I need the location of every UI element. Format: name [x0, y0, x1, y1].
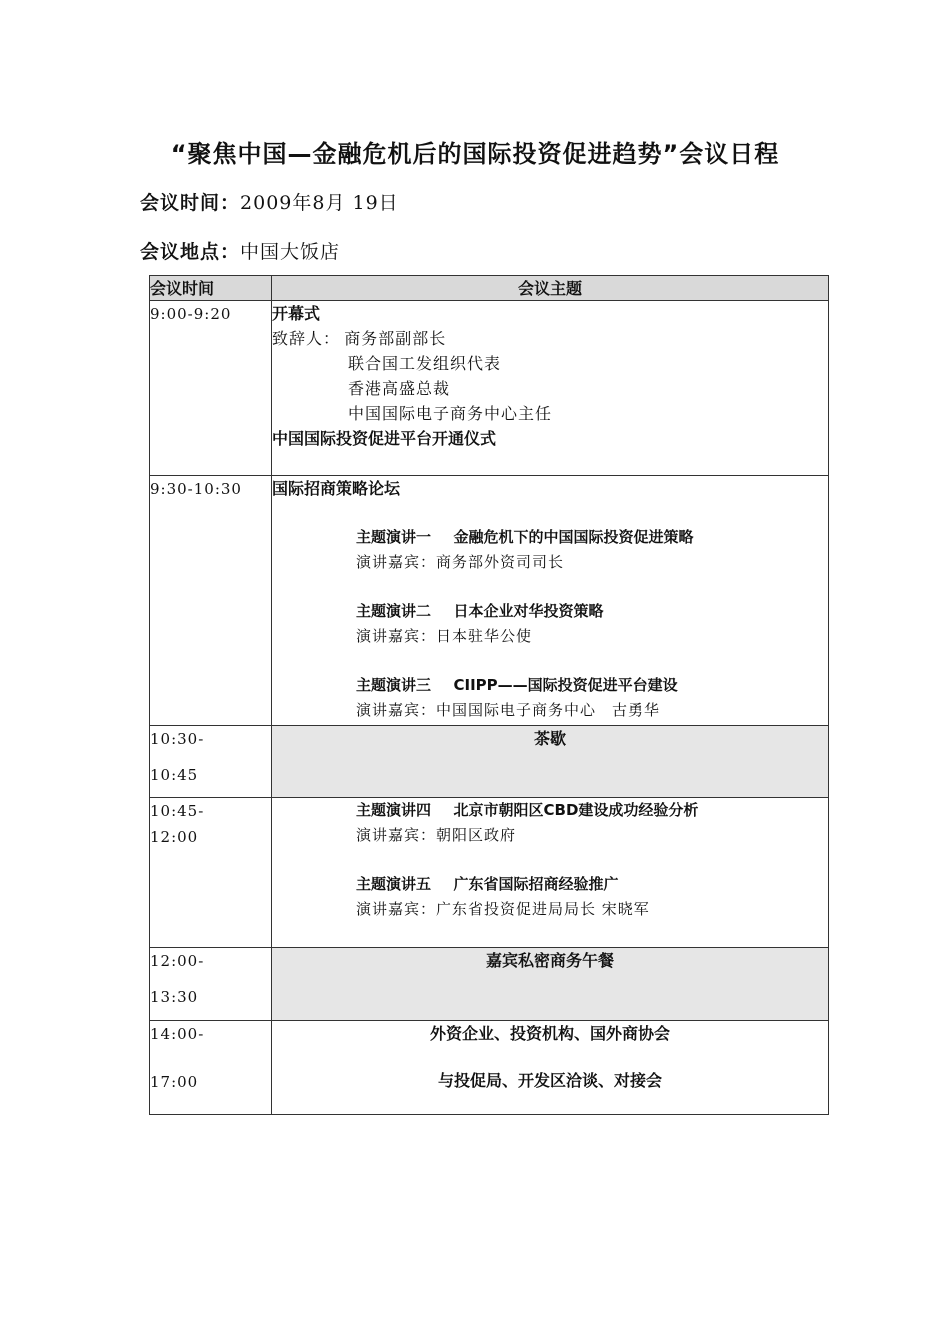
time-start: 10:45- — [150, 802, 205, 820]
tea-break: 茶歇 — [272, 726, 829, 798]
speaker: 中国国际电子商务中心主任 — [348, 404, 553, 423]
header-time: 会议时间 — [150, 276, 272, 301]
talk-label: 主题演讲二 — [356, 602, 432, 620]
row-topic — [272, 798, 829, 948]
talk-guest: 演讲嘉宾：中国国际电子商务中心 古勇华 — [356, 701, 661, 719]
time-end: 10:45 — [150, 766, 199, 784]
table-row — [150, 1021, 829, 1115]
meeting-time-label: 会议时间： — [140, 192, 241, 214]
meeting-place-value: 中国大饭店 — [240, 241, 341, 263]
table-header-row — [150, 276, 829, 301]
talk-guest: 演讲嘉宾：广东省投资促进局局长 宋晓军 — [356, 900, 650, 918]
row-time — [150, 726, 272, 798]
time-start: 14:00- — [150, 1025, 205, 1043]
talk-topic: 北京市朝阳区CBD建设成功经验分析 — [453, 801, 699, 819]
meeting-place — [140, 237, 340, 264]
row-time — [150, 301, 272, 476]
time-text: 9:30-10:30 — [150, 480, 242, 498]
time-end: 12:00 — [150, 828, 199, 846]
talk-label: 主题演讲四 — [356, 801, 432, 819]
meeting-time-value: 2009年8月 19日 — [240, 192, 399, 214]
row-topic — [272, 1021, 829, 1115]
speakers-label: 致辞人： — [272, 329, 341, 348]
talk-guest: 演讲嘉宾：日本驻华公使 — [356, 627, 533, 645]
row-topic — [272, 301, 829, 476]
meeting-time — [140, 188, 399, 215]
time-end: 13:30 — [150, 988, 199, 1006]
opening-title: 开幕式 — [272, 304, 321, 323]
talk — [272, 673, 828, 723]
speaker: 香港高盛总裁 — [348, 379, 451, 398]
talk-topic: 广东省国际招商经验推广 — [453, 875, 619, 893]
table-row — [150, 948, 829, 1021]
talk-guest: 演讲嘉宾：商务部外资司司长 — [356, 553, 565, 571]
schedule-table — [149, 275, 829, 1115]
talk — [272, 798, 828, 848]
talk — [272, 872, 828, 922]
speaker: 联合国工发组织代表 — [348, 354, 502, 373]
speaker: 商务部副部长 — [344, 329, 447, 348]
page-title: “聚焦中国—金融危机后的国际投资促进趋势”会议日程 — [170, 140, 780, 168]
time-start: 10:30- — [150, 730, 205, 748]
row-time — [150, 1021, 272, 1115]
matchmaking-line-1: 外资企业、投资机构、国外商协会 — [429, 1024, 670, 1043]
row-time — [150, 948, 272, 1021]
row-time — [150, 476, 272, 726]
talk-label: 主题演讲一 — [356, 528, 432, 546]
table-row — [150, 798, 829, 948]
time-start: 12:00- — [150, 952, 205, 970]
speakers-line — [272, 326, 828, 351]
lunch: 嘉宾私密商务午餐 — [272, 948, 829, 1021]
time-end: 17:00 — [150, 1073, 199, 1091]
talk-topic: 金融危机下的中国国际投资促进策略 — [453, 528, 694, 546]
table-row — [150, 726, 829, 798]
talk — [272, 525, 828, 575]
talk — [272, 599, 828, 649]
talk-label: 主题演讲三 — [356, 676, 432, 694]
meeting-place-label: 会议地点： — [140, 241, 241, 263]
table-row — [150, 476, 829, 726]
row-topic — [272, 476, 829, 726]
row-time — [150, 798, 272, 948]
talk-topic: 日本企业对华投资策略 — [453, 602, 604, 620]
talk-label: 主题演讲五 — [356, 875, 432, 893]
forum-title: 国际招商策略论坛 — [272, 479, 401, 498]
talk-topic: CIIPP——国际投资促进平台建设 — [453, 676, 678, 694]
talk-guest: 演讲嘉宾：朝阳区政府 — [356, 826, 517, 844]
table-row — [150, 301, 829, 476]
header-topic: 会议主题 — [272, 276, 829, 301]
ceremony-title: 中国国际投资促进平台开通仪式 — [272, 429, 497, 448]
matchmaking-line-2: 与投促局、开发区洽谈、对接会 — [437, 1071, 662, 1090]
time-text: 9:00-9:20 — [150, 305, 232, 323]
